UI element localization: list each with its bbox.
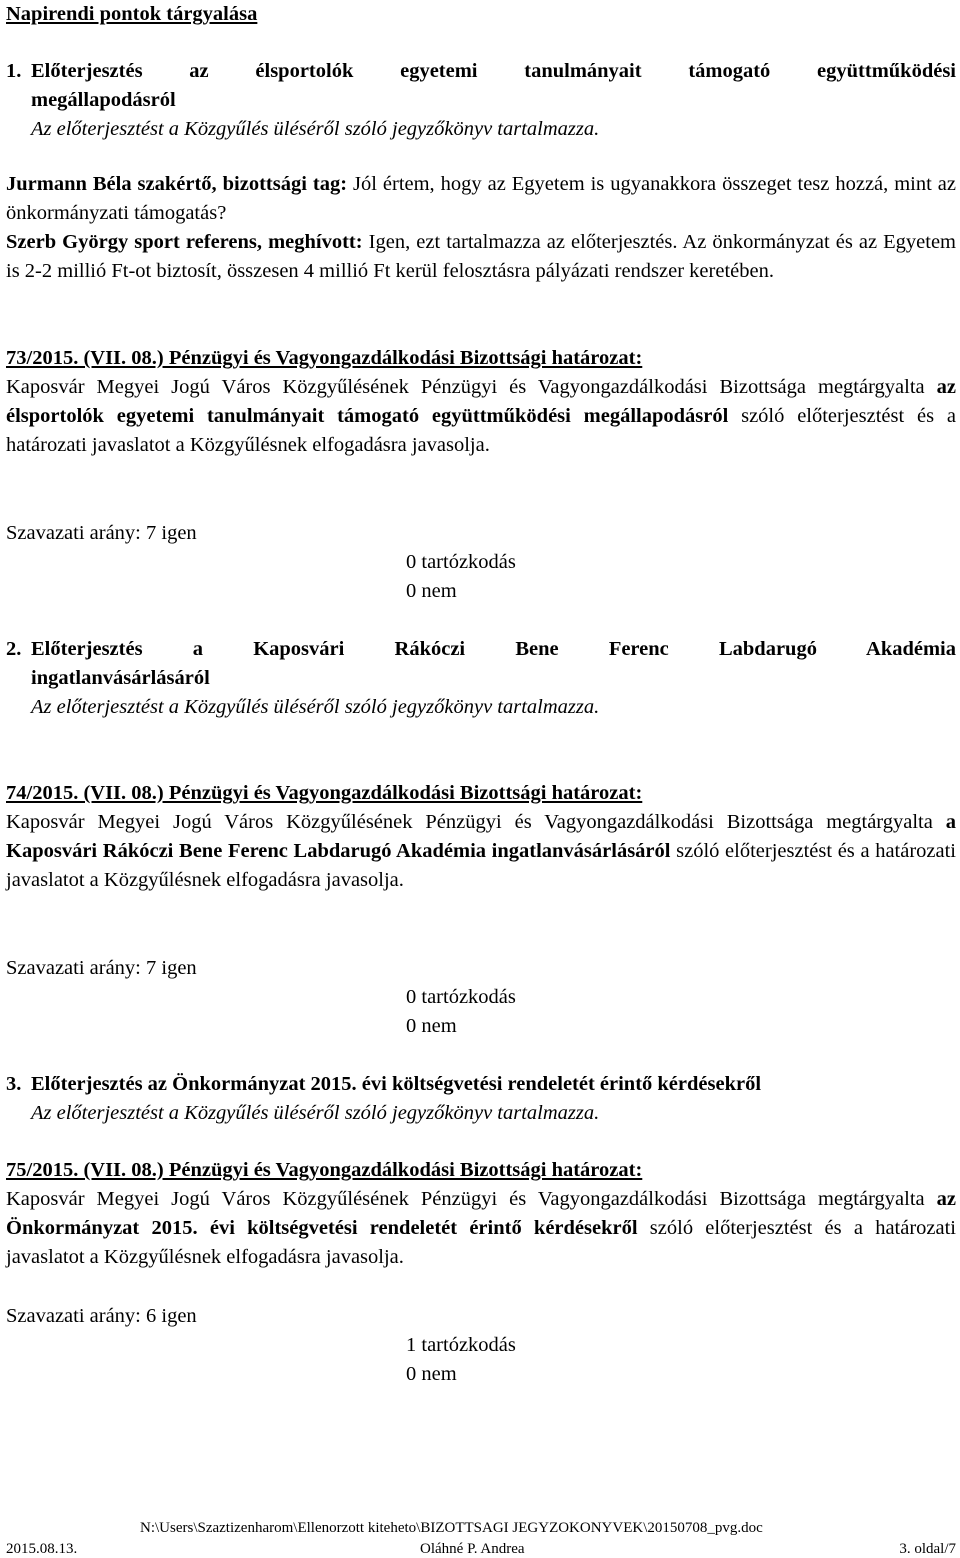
footer-page-number: 3. oldal/7: [899, 1541, 956, 1557]
resolution-text: Kaposvár Megyei Jogú Város Közgyűlésének Pénzügyi és Vagyongazdálkodási Bizottsága megtárgyalta az élsportolók egyetemi tanulmányait támogató együttműködési megállapodásról szóló előterjesztést és a határozati javaslatot a Közgyűlésnek elfogadásra javasolja.: [6, 376, 956, 456]
footer-file-path: N:\Users\Szaztizenharom\Ellenorzott kiteheto\BIZOTTSAGI JEGYZOKONYVEK\20150708_pvg.doc: [140, 1520, 763, 1536]
discussion-entry: [6, 170, 956, 228]
agenda-item-note: Az előterjesztést a Közgyűlés üléséről szóló jegyzőkönyv tartalmazza.: [31, 118, 600, 140]
agenda-item-number: 2.: [6, 638, 22, 660]
agenda-item-heading-line1: Előterjesztés az Önkormányzat 2015. évi költségvetési rendeletét érintő kérdésekről: [31, 1073, 762, 1095]
speaker-name: Jurmann Béla szakértő, bizottsági tag:: [6, 173, 348, 195]
resolution-heading: 73/2015. (VII. 08.) Pénzügyi és Vagyongazdálkodási Bizottsági határozat:: [6, 347, 643, 369]
discussion-entry: [6, 228, 956, 286]
agenda-item-number: 3.: [6, 1073, 22, 1095]
vote-no: 0 nem: [406, 1363, 457, 1385]
resolution-heading: 74/2015. (VII. 08.) Pénzügyi és Vagyongazdálkodási Bizottsági határozat:: [6, 782, 643, 804]
vote-yes: Szavazati arány: 6 igen: [6, 1305, 197, 1327]
vote-no: 0 nem: [406, 580, 457, 602]
agenda-item-3: [6, 1070, 956, 1128]
agenda-item-2: [6, 635, 956, 722]
agenda-item-heading-line1: Előterjesztés az élsportolók egyetemi tanulmányait támogató együttműködési: [31, 60, 956, 82]
agenda-item-number: 1.: [6, 60, 22, 82]
agenda-item-heading: [6, 635, 956, 664]
resolution-text: Kaposvár Megyei Jogú Város Közgyűlésének Pénzügyi és Vagyongazdálkodási Bizottsága megtárgyalta a Kaposvári Rákóczi Bene Ferenc Labdarugó Akadémia ingatlanvásárlásáról szóló előterjesztést és a határozati javaslatot a Közgyűlésnek elfogadásra javasolja.: [6, 811, 956, 891]
speaker-name: Szerb György sport referens, meghívott:: [6, 231, 363, 253]
agenda-item-note: Az előterjesztést a Közgyűlés üléséről szóló jegyzőkönyv tartalmazza.: [31, 1102, 600, 1124]
resolution-heading: 75/2015. (VII. 08.) Pénzügyi és Vagyongazdálkodási Bizottsági határozat:: [6, 1159, 643, 1181]
agenda-item-1: [6, 57, 956, 144]
resolution-text: Kaposvár Megyei Jogú Város Közgyűlésének Pénzügyi és Vagyongazdálkodási Bizottsága megtárgyalta az Önkormányzat 2015. évi költségvetési rendeletét érintő kérdésekről szóló előterjesztést és a határozati javaslatot a Közgyűlésnek elfogadásra javasolja.: [6, 1188, 957, 1268]
footer-date: 2015.08.13.: [6, 1541, 78, 1557]
speaker-text: Igen, ezt tartalmazza az előterjesztés. Az önkormányzat és az Egyetem is 2-2 millió Ft-ot biztosít, összesen 4 millió Ft kerül felosztásra pályázati rendszer keretében.: [6, 231, 956, 282]
vote-abstain: 0 tartózkodás: [406, 551, 516, 573]
footer-author: Oláhné P. Andrea: [420, 1541, 525, 1557]
page-title: Napirendi pontok tárgyalása: [6, 3, 258, 25]
agenda-item-heading-line2: megállapodásról: [31, 89, 176, 111]
vote-abstain: 0 tartózkodás: [406, 986, 516, 1008]
agenda-item-heading: [6, 57, 956, 86]
vote-yes: Szavazati arány: 7 igen: [6, 522, 197, 544]
speaker-text: Jól értem, hogy az Egyetem is ugyanakkora összeget tesz hozzá, mint az önkormányzati támogatás?: [6, 173, 956, 224]
vote-yes: Szavazati arány: 7 igen: [6, 957, 197, 979]
vote-abstain: 1 tartózkodás: [406, 1334, 516, 1356]
vote-no: 0 nem: [406, 1015, 457, 1037]
agenda-item-note: Az előterjesztést a Közgyűlés üléséről szóló jegyzőkönyv tartalmazza.: [31, 696, 600, 718]
agenda-item-heading-line1: Előterjesztés a Kaposvári Rákóczi Bene Ferenc Labdarugó Akadémia: [31, 638, 956, 660]
agenda-item-heading-line2: ingatlanvásárlásáról: [31, 667, 210, 689]
agenda-item-heading: [6, 1070, 956, 1099]
